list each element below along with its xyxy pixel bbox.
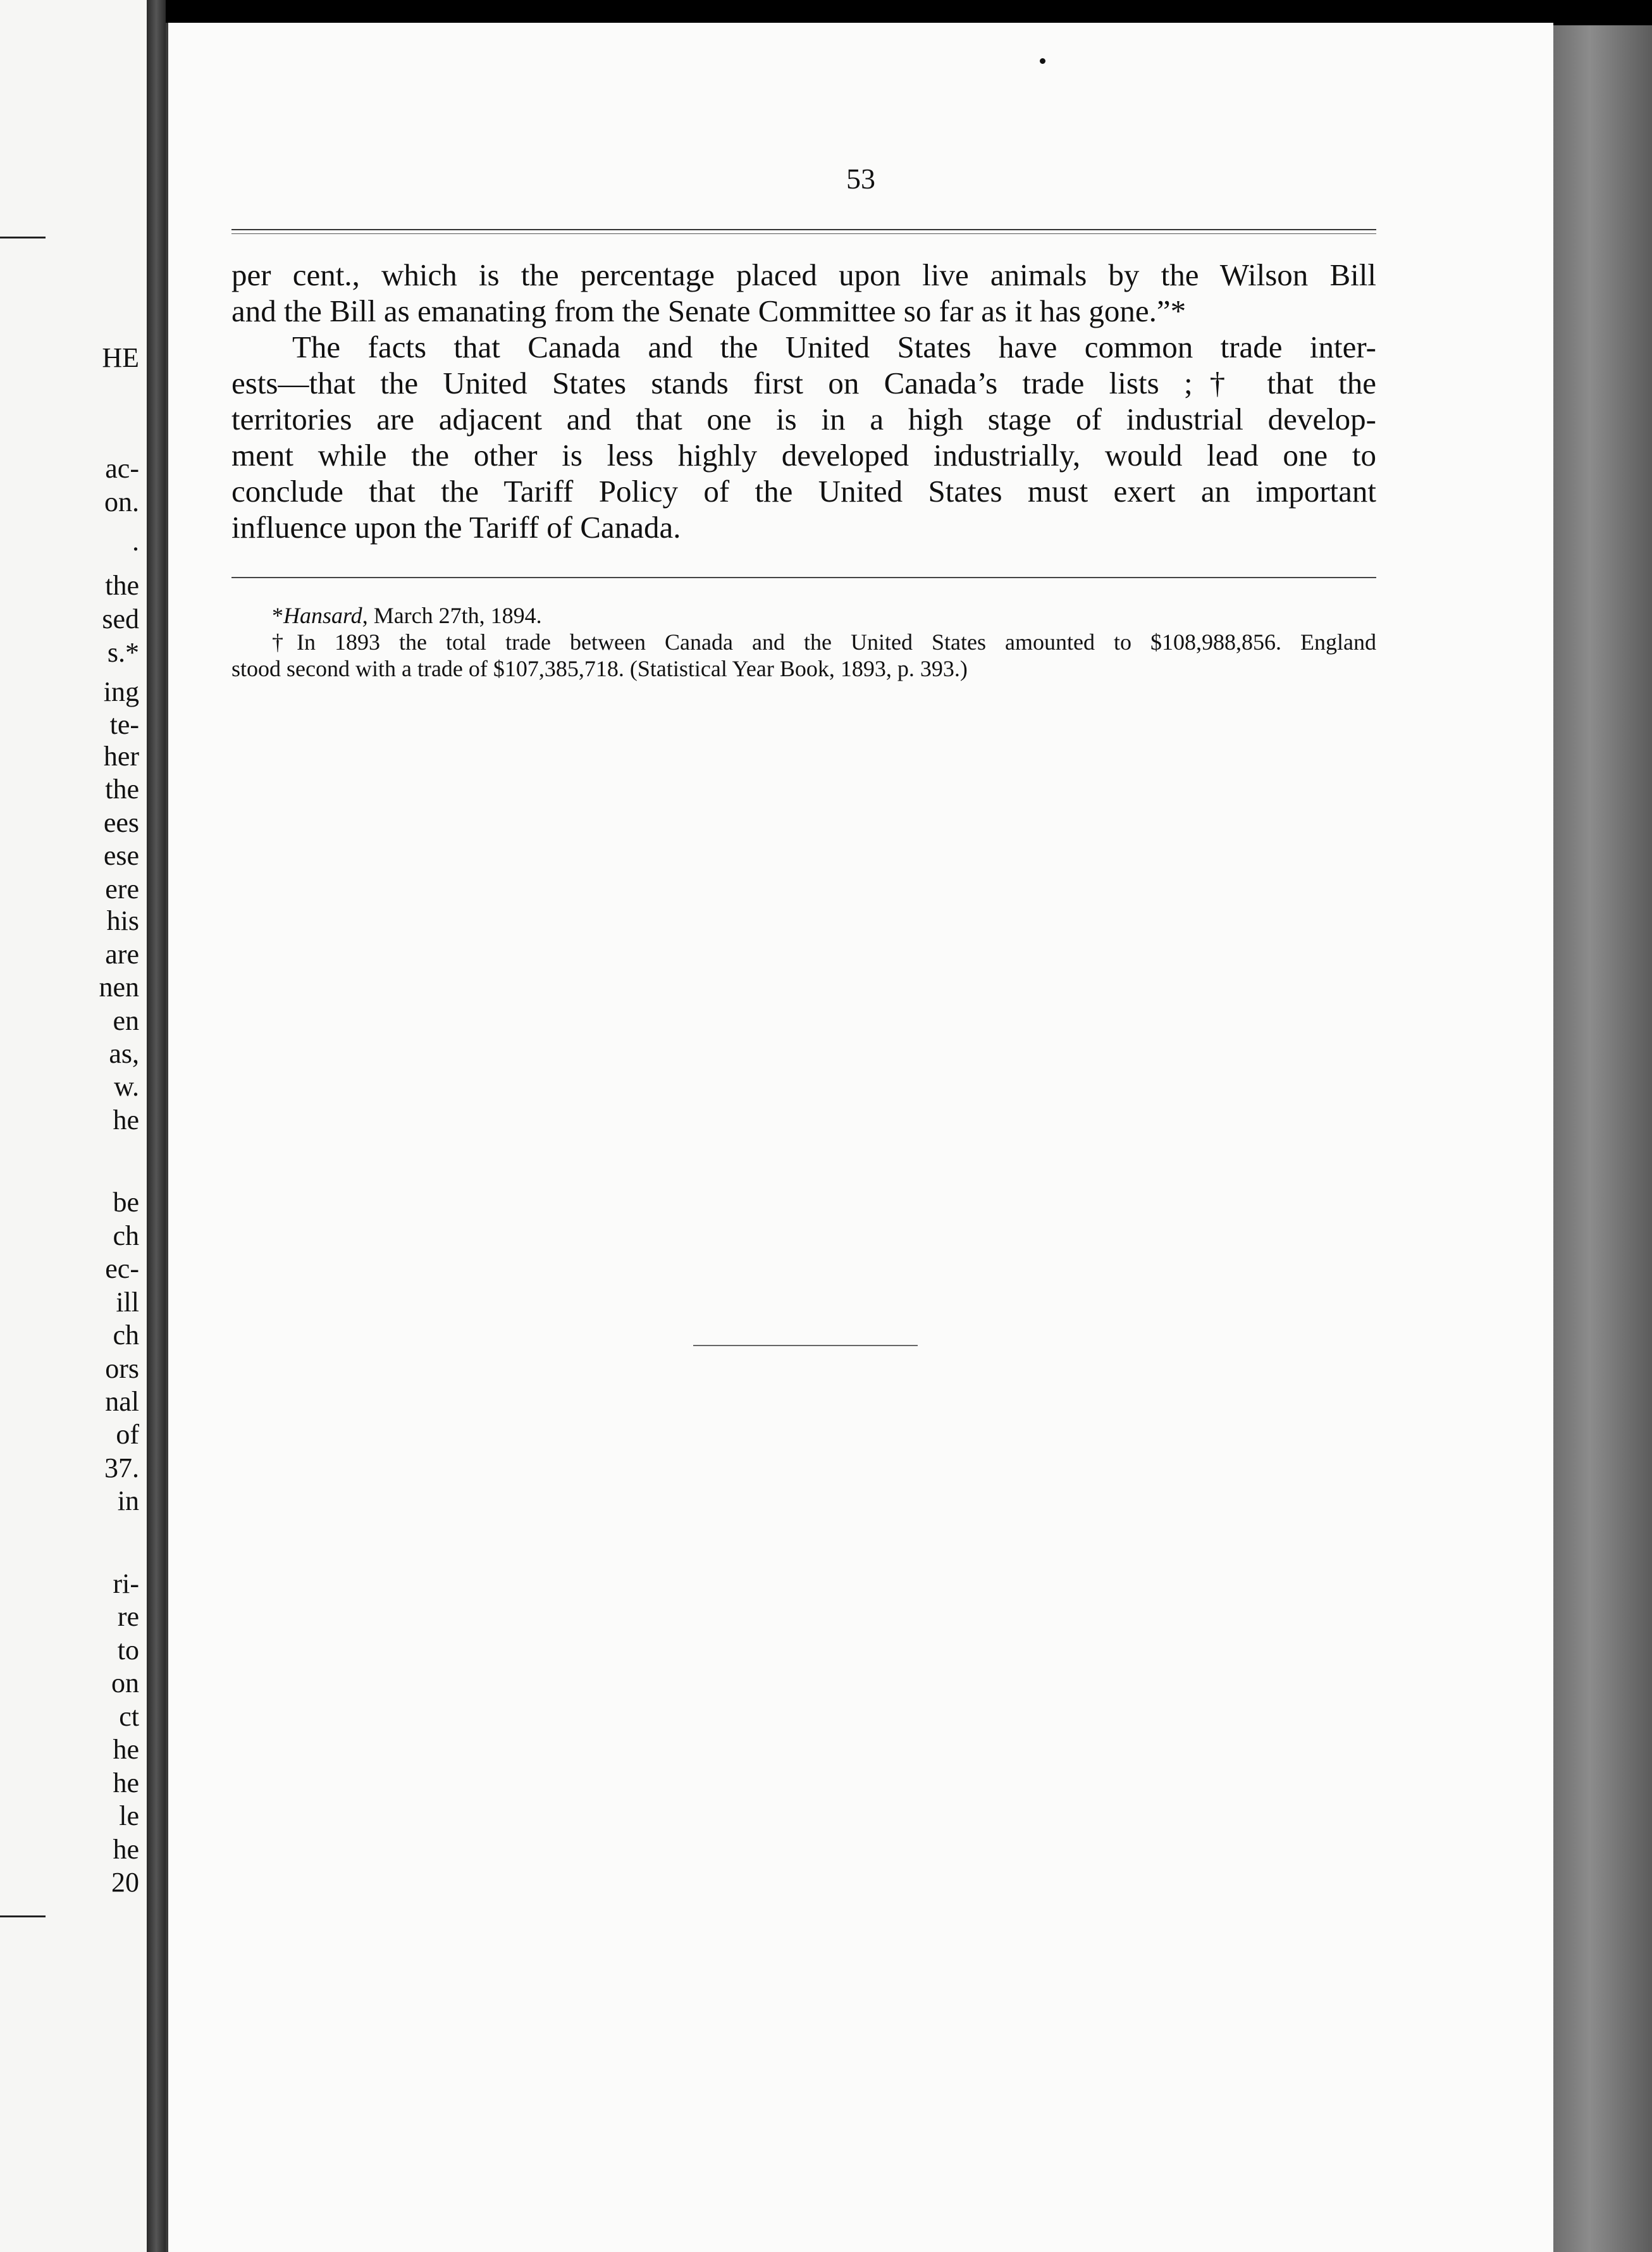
footnote-date: , March 27th, 1894. (362, 603, 542, 628)
left-page-text-fragment: her (103, 741, 139, 772)
left-page-text-fragment: as, (109, 1038, 139, 1069)
left-page-text-fragment: ese (103, 840, 139, 871)
left-page-text-fragment: ors (105, 1353, 139, 1384)
end-rule (693, 1345, 918, 1346)
left-page-text-fragment: ill (116, 1287, 139, 1318)
left-page-text-fragment: ri- (113, 1568, 139, 1599)
left-page-rule (0, 1915, 46, 1917)
left-page-text-fragment: sed (102, 603, 139, 634)
left-page-text-fragment: on. (104, 486, 139, 517)
left-page-text-fragment: nal (105, 1386, 139, 1417)
paragraph-1-line: and the Bill as emanating from the Senate Committee so far as it has gone.”* (231, 294, 1187, 328)
left-page-text-fragment: w. (114, 1071, 139, 1102)
left-page-text-fragment: be (113, 1187, 139, 1218)
ink-speck (1040, 58, 1045, 64)
paragraph-2-line: ests—that the United States stands first on Canada’s trade lists ;† that the (231, 366, 1376, 400)
footnote-trade-line: stood second with a trade of $107,385,718. (Statistical Year Book, 1893, p. 393.) (231, 656, 968, 681)
adjacent-left-page (0, 0, 147, 2252)
paragraph-2-line: territories are adjacent and that one is in a high stage of industrial develop- (231, 402, 1376, 436)
left-page-text-fragment: he (113, 1834, 139, 1865)
left-page-text-fragment: te- (109, 709, 139, 740)
left-page-text-fragment: ac- (105, 453, 139, 484)
paragraph-1-line: per cent., which is the percentage placed upon live animals by the Wilson Bill (231, 257, 1376, 292)
left-page-text-fragment: ch (113, 1320, 139, 1351)
paragraph-2-line: influence upon the Tariff of Canada. (231, 510, 681, 545)
left-page-text-fragment: he (113, 1734, 139, 1765)
left-page-text-fragment: ct (119, 1701, 139, 1732)
left-page-text-fragment: his (106, 905, 139, 936)
left-page-text-fragment: ees (103, 807, 139, 838)
left-page-text-fragment: le (119, 1800, 139, 1831)
left-page-text-fragment: s.* (107, 637, 139, 668)
footnote-rule (231, 577, 1376, 578)
left-page-text-fragment: ing (103, 676, 139, 707)
paragraph-2-line: ment while the other is less highly developed industrially, would lead one to (231, 438, 1376, 473)
footnote-source: Hansard (283, 603, 362, 628)
left-page-text-fragment: nen (99, 972, 139, 1003)
left-page-text-fragment: HE (102, 342, 139, 373)
paragraph-2-line: conclude that the Tariff Policy of the United States must exert an important (231, 474, 1376, 509)
footnote-hansard (231, 602, 1376, 629)
left-page-rule (0, 237, 46, 238)
page-number: 53 (846, 163, 875, 195)
left-page-text-fragment: to (117, 1635, 139, 1666)
left-page-text-fragment: of (116, 1419, 139, 1450)
left-page-text-fragment: in (117, 1485, 139, 1516)
book-gutter (147, 0, 166, 2252)
footnote-marker: * (272, 603, 283, 628)
left-page-text-fragment: ec- (105, 1253, 139, 1284)
left-page-text-fragment: ere (105, 874, 139, 905)
page-edge-shadow (1548, 25, 1652, 2252)
left-page-text-fragment: on (111, 1667, 139, 1698)
header-rule (231, 229, 1376, 234)
footnotes (231, 602, 1376, 682)
body-text (231, 257, 1376, 545)
left-page-text-fragment: 37. (104, 1452, 139, 1483)
left-page-text-fragment: are (105, 939, 139, 970)
left-page-text-fragment: he (113, 1104, 139, 1135)
left-page-text-fragment: 20 (111, 1867, 139, 1898)
paragraph-2-line: The facts that Canada and the United States have common trade inter- (292, 330, 1376, 364)
left-page-text-fragment: ch (113, 1220, 139, 1251)
left-page-text-fragment: . (132, 526, 139, 557)
left-page-text-fragment: en (113, 1005, 139, 1036)
left-page-text-fragment: the (105, 774, 139, 805)
left-page-text-fragment: re (117, 1601, 139, 1632)
document-page (166, 23, 1553, 2252)
left-page-text-fragment: the (105, 570, 139, 601)
footnote-trade-line: †In 1893 the total trade between Canada and the United States amounted to $108,988,856. England (272, 629, 1376, 655)
left-page-text-fragment: he (113, 1767, 139, 1798)
